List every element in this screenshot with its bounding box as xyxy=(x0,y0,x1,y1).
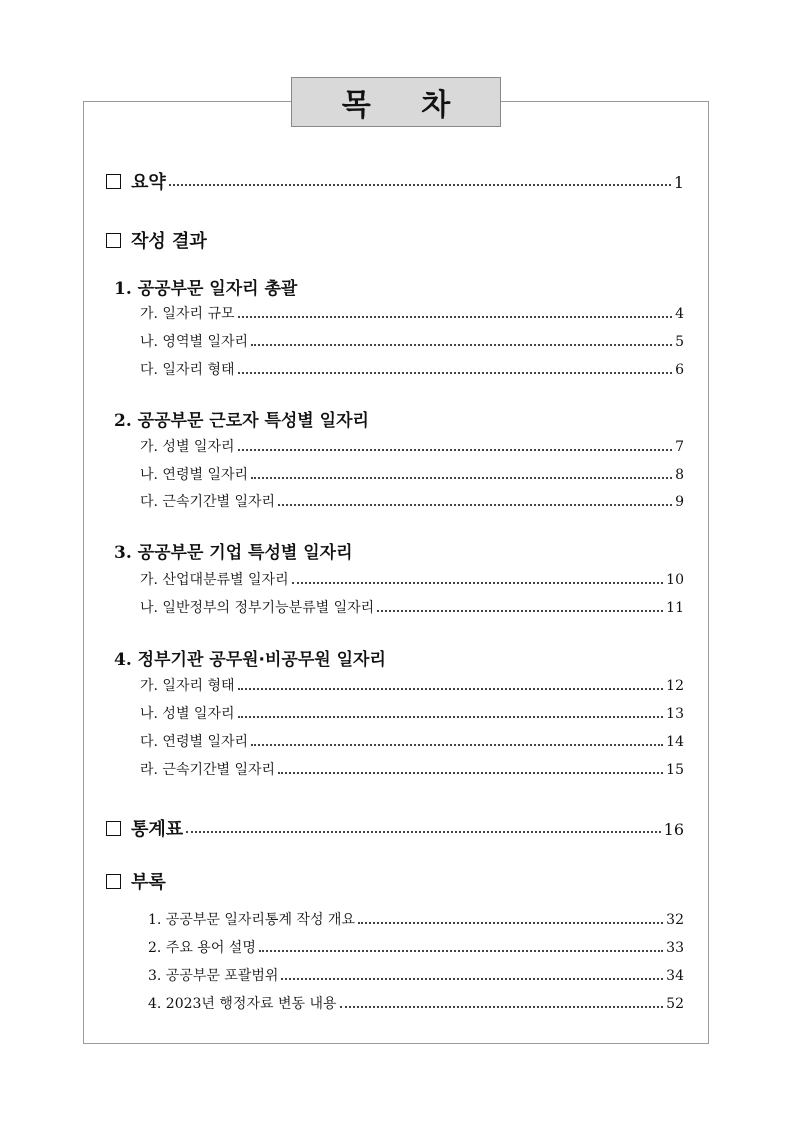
entry-label: 요약 xyxy=(131,172,166,193)
dot-leader xyxy=(251,743,663,746)
appendix-item[interactable] xyxy=(148,965,684,985)
item-page: 11 xyxy=(666,600,684,616)
dot-leader xyxy=(340,1005,664,1008)
dot-leader xyxy=(278,771,663,774)
appendix-item[interactable] xyxy=(148,937,684,957)
dot-leader xyxy=(251,343,672,346)
entry-page: 16 xyxy=(663,820,684,839)
item-label: 가. 산업대분류별 일자리 xyxy=(140,572,289,588)
item-label: 가. 일자리 형태 xyxy=(140,678,235,694)
toc-item[interactable] xyxy=(140,464,684,484)
item-label: 다. 근속기간별 일자리 xyxy=(140,494,276,510)
toc-item[interactable] xyxy=(140,303,684,323)
toc-title: 목 차 xyxy=(291,77,501,127)
item-label: 가. 성별 일자리 xyxy=(140,439,235,455)
item-label: 나. 영역별 일자리 xyxy=(140,334,249,350)
item-label: 다. 연령별 일자리 xyxy=(140,734,249,750)
toc-item[interactable] xyxy=(140,359,684,379)
dot-leader xyxy=(238,687,664,690)
item-label: 3. 공공부문 포괄범위 xyxy=(148,968,279,984)
entry-label: 작성 결과 xyxy=(131,231,207,252)
toc-item[interactable] xyxy=(140,436,684,456)
toc-item[interactable] xyxy=(140,569,684,589)
section-heading-4[interactable] xyxy=(114,645,684,670)
dot-leader xyxy=(281,977,663,980)
toc-item[interactable] xyxy=(140,491,684,511)
dot-leader xyxy=(292,581,664,584)
item-page: 15 xyxy=(666,762,684,778)
entry-label: 통계표 xyxy=(131,819,184,840)
toc-item[interactable] xyxy=(140,703,684,723)
item-page: 14 xyxy=(666,734,684,750)
item-page: 9 xyxy=(675,494,684,510)
toc-item[interactable] xyxy=(140,331,684,351)
section-number: 4. xyxy=(114,650,132,670)
item-label: 나. 연령별 일자리 xyxy=(140,467,249,483)
item-page: 13 xyxy=(666,706,684,722)
item-label: 가. 일자리 규모 xyxy=(140,306,235,322)
item-label: 4. 2023년 행정자료 변동 내용 xyxy=(148,996,337,1012)
section-heading-2[interactable] xyxy=(114,406,684,431)
item-page: 12 xyxy=(666,678,684,694)
item-page: 10 xyxy=(666,572,684,588)
item-label: 라. 근속기간별 일자리 xyxy=(140,762,276,778)
appendix-item[interactable] xyxy=(148,993,684,1013)
item-page: 32 xyxy=(666,912,684,928)
toc-entry-appendix[interactable] xyxy=(106,868,684,894)
item-page: 52 xyxy=(666,996,684,1012)
item-page: 4 xyxy=(675,306,684,322)
section-number: 2. xyxy=(114,411,132,431)
dot-leader xyxy=(259,949,663,952)
entry-label: 부록 xyxy=(131,872,166,893)
dot-leader xyxy=(186,830,660,833)
dot-leader xyxy=(278,503,672,506)
section-heading-3[interactable] xyxy=(114,538,684,563)
square-bullet-icon xyxy=(106,874,121,889)
section-title: 공공부문 기업 특성별 일자리 xyxy=(137,543,353,563)
dot-leader xyxy=(238,371,673,374)
item-label: 2. 주요 용어 설명 xyxy=(148,940,256,956)
toc-item[interactable] xyxy=(140,759,684,779)
dot-leader xyxy=(238,315,673,318)
square-bullet-icon xyxy=(106,233,121,248)
item-page: 33 xyxy=(666,940,684,956)
section-number: 1. xyxy=(114,279,132,299)
toc-item[interactable] xyxy=(140,675,684,695)
toc-item[interactable] xyxy=(140,731,684,751)
dot-leader xyxy=(377,609,663,612)
square-bullet-icon xyxy=(106,174,121,189)
section-title: 정부기관 공무원·비공무원 일자리 xyxy=(137,650,386,670)
section-title: 공공부문 근로자 특성별 일자리 xyxy=(137,411,369,431)
dot-leader xyxy=(358,921,663,924)
dot-leader xyxy=(238,715,664,718)
item-label: 나. 일반정부의 정부기능분류별 일자리 xyxy=(140,600,375,616)
item-page: 5 xyxy=(675,334,684,350)
dot-leader xyxy=(169,183,671,186)
dot-leader xyxy=(238,448,673,451)
item-label: 다. 일자리 형태 xyxy=(140,362,235,378)
item-page: 7 xyxy=(675,439,684,455)
section-heading-1[interactable] xyxy=(114,274,684,299)
toc-entry-tables[interactable] xyxy=(106,815,684,841)
item-page: 8 xyxy=(675,467,684,483)
item-label: 1. 공공부문 일자리통계 작성 개요 xyxy=(148,912,355,928)
toc-entry-results[interactable] xyxy=(106,227,684,253)
item-label: 나. 성별 일자리 xyxy=(140,706,235,722)
toc-item[interactable] xyxy=(140,597,684,617)
appendix-item[interactable] xyxy=(148,909,684,929)
square-bullet-icon xyxy=(106,821,121,836)
section-title: 공공부문 일자리 총괄 xyxy=(137,279,298,299)
item-page: 6 xyxy=(675,362,684,378)
section-number: 3. xyxy=(114,543,132,563)
entry-page: 1 xyxy=(673,173,684,192)
item-page: 34 xyxy=(666,968,684,984)
toc-entry-summary[interactable] xyxy=(106,168,684,194)
dot-leader xyxy=(251,476,672,479)
